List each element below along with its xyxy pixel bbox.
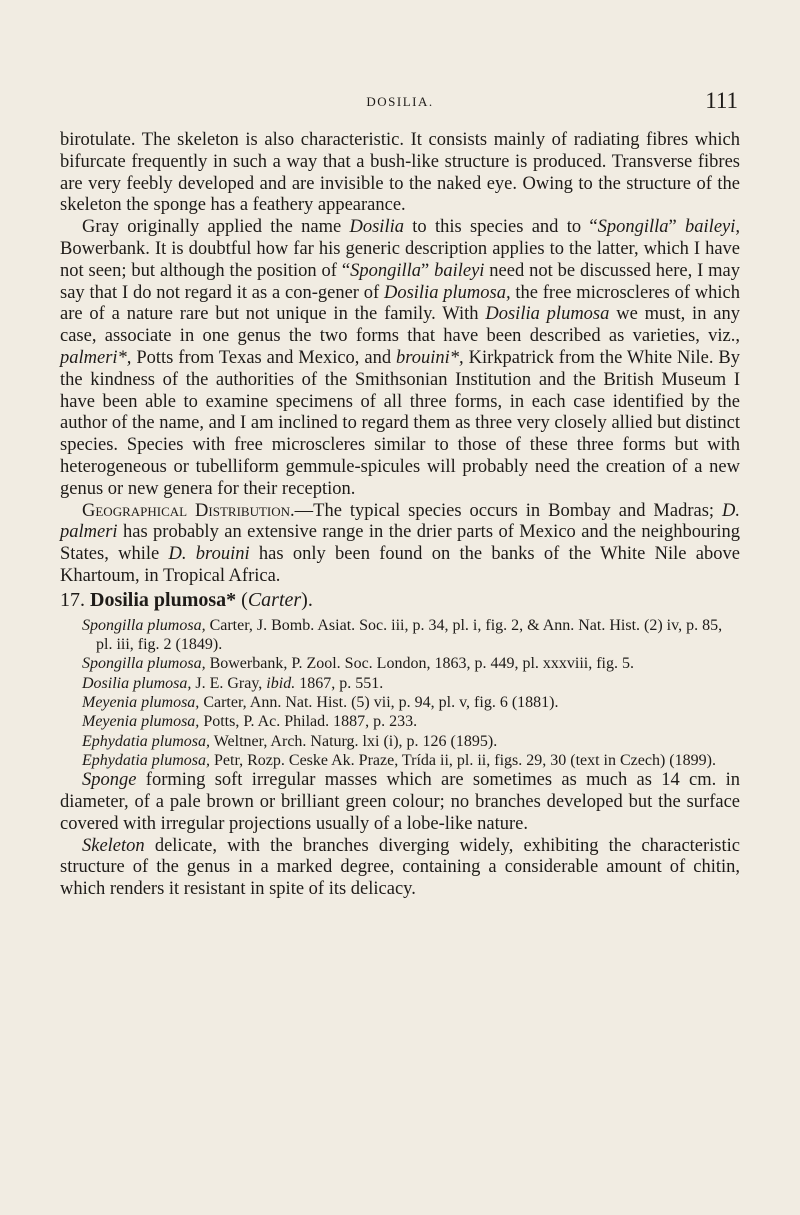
- synonym-item: Dosilia plumosa, J. E. Gray, ibid. 1867, p. 551.: [82, 674, 384, 692]
- running-header: [60, 88, 740, 118]
- paragraph-taxonomy: Gray originally applied the name Dosilia to this species and to “Spongilla” baileyi, Bowerbank. It is doubtful how far his generic description applies to the latter, which I have not seen; but although the position of “Spongilla” baileyi need not be discussed here, I may say that I do not regard it as a con-gener of Dosilia plumosa, the free microscleres of which are of a nature rare but not unique in the family. With Dosilia plumosa we must, in any case, associate in one genus the two forms that have been described as varieties, viz., palmeri*, Potts from Texas and Mexico, and brouini*, Kirkpatrick from the White Nile. By the kindness of the authorities of the Smithsonian Institution and the British Museum I have been able to examine specimens of all three forms, in each case identified by the author of the name, and I am inclined to regard them as three very closely allied but distinct species. Species with free microscleres similar to those of these three forms but with heterogeneous or tubelliform gemmule-spicules will probably need the creation of a new genus or new genera for their reception.: [60, 217, 741, 499]
- paragraph-sponge: Sponge forming soft irregular masses which are sometimes as much as 14 cm. in diameter, of a pale brown or brilliant green colour; no branches developed but the surface covered with irregular projections usually of a lobe-like nature.: [60, 770, 740, 834]
- synonym-item: Meyenia plumosa, Potts, P. Ac. Philad. 1887, p. 233.: [82, 713, 418, 731]
- paragraph-distribution: Geographical Distribution.—The typical species occurs in Bombay and Madras; D. palmeri has probably an extensive range in the drier parts of Mexico and the neighbouring States, while D. brouini has only been found on the banks of the White Nile above Khartoum, in Tropical Africa.: [60, 500, 740, 586]
- paragraph-skeleton-description: birotulate. The skeleton is also characteristic. It consists mainly of radiating fibres which bifurcate frequently in such a way that a bush-like structure is produced. Transverse fibres are very feebly developed and are invisible to the naked eye. Owing to the structure of the skeleton the sponge has a feathery appearance.: [60, 130, 740, 216]
- page-number: 111: [705, 88, 738, 113]
- synonym-item: Meyenia plumosa, Carter, Ann. Nat. Hist. (5) vii, p. 94, pl. v, fig. 6 (1881).: [82, 693, 559, 711]
- species-number: 17.: [60, 588, 85, 611]
- species-name: Dosilia plumosa*: [90, 588, 237, 611]
- synonymy-list: [60, 616, 740, 770]
- synonym-item: Ephydatia plumosa, Weltner, Arch. Naturg. lxi (i), p. 126 (1895).: [82, 732, 498, 750]
- synonym-item: Spongilla plumosa, Carter, J. Bomb. Asiat. Soc. iii, p. 34, pl. i, fig. 2, & Ann. Nat. Hist. (2) iv, p. 85, pl. iii, fig. 2 (1849).: [82, 616, 723, 654]
- section-heading: Geographical Distribution.: [82, 500, 295, 521]
- synonym-item: Ephydatia plumosa, Petr, Rozp. Ceske Ak. Praze, Trída ii, pl. ii, figs. 29, 30 (text in Czech) (1899).: [82, 751, 716, 769]
- species-entry-heading: 17. Dosilia plumosa* (Carter).: [60, 588, 313, 611]
- page-body: [60, 130, 740, 901]
- running-title: DOSILIA.: [366, 94, 434, 109]
- paragraph-skeleton: Skeleton delicate, with the branches diverging widely, exhibiting the characteristic structure of the genus in a marked degree, containing a considerable amount of chitin, which renders it resistant in spite of its delicacy.: [60, 835, 740, 900]
- synonym-item: Spongilla plumosa, Bowerbank, P. Zool. Soc. London, 1863, p. 449, pl. xxxviii, fig. 5.: [82, 655, 634, 673]
- species-author: Carter: [247, 588, 302, 611]
